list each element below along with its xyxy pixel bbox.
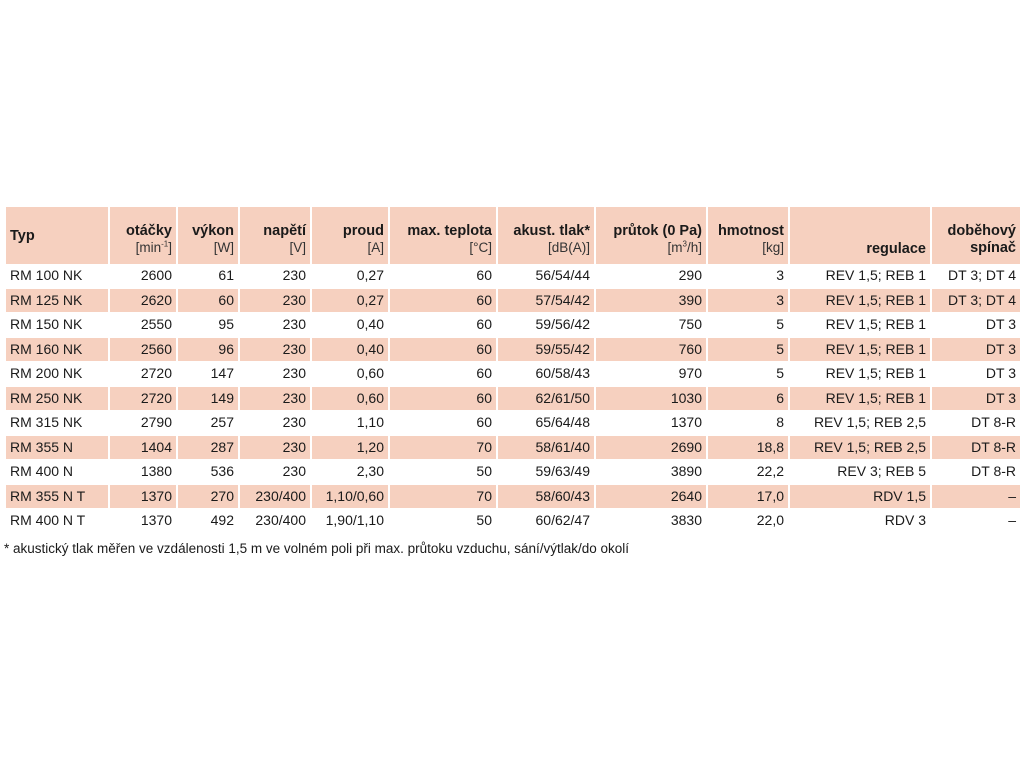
table-row <box>6 313 1020 338</box>
table-row <box>6 485 1020 510</box>
table-cell: 18,8 <box>708 436 788 461</box>
table-cell: 0,40 <box>312 313 388 338</box>
table-cell: 5 <box>708 338 788 363</box>
table-cell: 2790 <box>110 411 176 436</box>
table-cell: 1030 <box>596 387 706 412</box>
table-cell: 2550 <box>110 313 176 338</box>
table-row <box>6 509 1020 534</box>
table-cell: 750 <box>596 313 706 338</box>
table-cell: 147 <box>178 362 238 387</box>
table-cell: 2640 <box>596 485 706 510</box>
table-cell: 58/61/40 <box>498 436 594 461</box>
table-cell: 60 <box>390 313 496 338</box>
column-header <box>790 207 930 264</box>
table-cell: DT 3 <box>932 338 1020 363</box>
table-cell: REV 1,5; REB 1 <box>790 387 930 412</box>
table-cell: DT 8-R <box>932 436 1020 461</box>
column-header-name: otáčky <box>126 223 172 239</box>
table-cell: 230 <box>240 436 310 461</box>
column-header <box>932 207 1020 264</box>
table-cell: 230/400 <box>240 485 310 510</box>
unit-text: [min <box>135 240 162 255</box>
table-cell: 230 <box>240 460 310 485</box>
table-cell: 230/400 <box>240 509 310 534</box>
column-header-name: Typ <box>10 227 35 244</box>
table-cell: 2720 <box>110 362 176 387</box>
column-header <box>498 207 594 264</box>
table-cell: 22,0 <box>708 509 788 534</box>
table-row <box>6 264 1020 289</box>
spec-table <box>4 207 1022 534</box>
unit-text: [A] <box>367 240 384 255</box>
table-cell: DT 3; DT 4 <box>932 264 1020 289</box>
unit-text: [V] <box>289 240 306 255</box>
column-header-name: hmotnost <box>717 223 784 239</box>
table-cell: REV 3; REB 5 <box>790 460 930 485</box>
column-header <box>110 207 176 264</box>
table-cell: 59/55/42 <box>498 338 594 363</box>
column-header-unit <box>316 239 384 257</box>
column-header-name: doběhový <box>947 223 1016 239</box>
column-header-unit <box>712 239 784 257</box>
column-header-name: max. teplota <box>407 223 492 239</box>
table-cell: 57/54/42 <box>498 289 594 314</box>
table-cell: 1370 <box>596 411 706 436</box>
unit-text: [W] <box>213 240 234 255</box>
table-cell: DT 8-R <box>932 460 1020 485</box>
table-cell: 1,10/0,60 <box>312 485 388 510</box>
table-cell: 62/61/50 <box>498 387 594 412</box>
table-header-row <box>6 207 1020 264</box>
table-cell: 760 <box>596 338 706 363</box>
column-header <box>312 207 388 264</box>
table-cell: 2600 <box>110 264 176 289</box>
column-header <box>178 207 238 264</box>
model-cell: RM 125 NK <box>6 289 108 314</box>
table-cell: 17,0 <box>708 485 788 510</box>
table-cell: 65/64/48 <box>498 411 594 436</box>
spec-table-container <box>4 207 1020 534</box>
table-cell: 230 <box>240 289 310 314</box>
table-row <box>6 362 1020 387</box>
model-cell: RM 250 NK <box>6 387 108 412</box>
column-header-unit <box>600 239 702 257</box>
table-cell: DT 8-R <box>932 411 1020 436</box>
table-cell: 22,2 <box>708 460 788 485</box>
table-cell: 230 <box>240 313 310 338</box>
table-cell: 0,60 <box>312 387 388 412</box>
table-cell: 0,40 <box>312 338 388 363</box>
column-header-name-line2: spínač <box>970 240 1016 256</box>
table-cell: 5 <box>708 362 788 387</box>
table-cell: DT 3 <box>932 313 1020 338</box>
model-cell: RM 400 N T <box>6 509 108 534</box>
table-cell: 1404 <box>110 436 176 461</box>
table-cell: 230 <box>240 264 310 289</box>
table-cell: – <box>932 485 1020 510</box>
table-cell: 230 <box>240 338 310 363</box>
model-cell: RM 160 NK <box>6 338 108 363</box>
table-cell: 149 <box>178 387 238 412</box>
table-cell: 970 <box>596 362 706 387</box>
table-cell: DT 3 <box>932 362 1020 387</box>
table-cell: 56/54/44 <box>498 264 594 289</box>
column-header <box>240 207 310 264</box>
table-cell: 2690 <box>596 436 706 461</box>
column-header-name: průtok (0 Pa) <box>613 223 702 239</box>
model-cell: RM 200 NK <box>6 362 108 387</box>
table-cell: 1,10 <box>312 411 388 436</box>
table-cell: 50 <box>390 460 496 485</box>
table-body <box>6 264 1020 534</box>
table-cell: 287 <box>178 436 238 461</box>
unit-text: [m <box>667 240 683 255</box>
table-cell: 60 <box>390 338 496 363</box>
table-cell: 0,27 <box>312 264 388 289</box>
table-cell: 1380 <box>110 460 176 485</box>
table-cell: 290 <box>596 264 706 289</box>
column-header-unit <box>182 239 234 257</box>
table-cell: 59/56/42 <box>498 313 594 338</box>
table-row <box>6 289 1020 314</box>
table-cell: 2560 <box>110 338 176 363</box>
unit-text-end: ] <box>168 240 172 255</box>
table-cell: REV 1,5; REB 1 <box>790 289 930 314</box>
table-row <box>6 460 1020 485</box>
table-cell: 1370 <box>110 485 176 510</box>
table-row <box>6 436 1020 461</box>
table-cell: 2620 <box>110 289 176 314</box>
unit-text: [°C] <box>469 240 492 255</box>
column-header-unit <box>502 239 590 257</box>
table-cell: 230 <box>240 362 310 387</box>
table-cell: REV 1,5; REB 1 <box>790 362 930 387</box>
table-cell: 8 <box>708 411 788 436</box>
footnote: * akustický tlak měřen ve vzdálenosti 1,5 m ve volném poli při max. průtoku vzduchu, sání/výtlak/do okolí <box>4 541 630 556</box>
table-cell: 230 <box>240 411 310 436</box>
table-cell: 3 <box>708 289 788 314</box>
table-cell: REV 1,5; REB 1 <box>790 313 930 338</box>
unit-superscript: -1 <box>161 239 169 249</box>
table-cell: 0,60 <box>312 362 388 387</box>
column-header <box>6 207 108 264</box>
table-cell: 50 <box>390 509 496 534</box>
table-cell: 536 <box>178 460 238 485</box>
table-cell: 60 <box>390 387 496 412</box>
table-cell: 3830 <box>596 509 706 534</box>
table-row <box>6 387 1020 412</box>
table-cell: 60 <box>390 411 496 436</box>
column-header <box>596 207 706 264</box>
table-cell: 2720 <box>110 387 176 412</box>
column-header-unit <box>394 239 492 257</box>
table-cell: 3 <box>708 264 788 289</box>
table-cell: 70 <box>390 436 496 461</box>
column-header-name: napětí <box>263 223 306 239</box>
column-header-name: regulace <box>866 241 926 257</box>
model-cell: RM 355 N T <box>6 485 108 510</box>
table-cell: DT 3 <box>932 387 1020 412</box>
column-header <box>390 207 496 264</box>
table-row <box>6 338 1020 363</box>
column-header-name: akust. tlak* <box>513 223 590 239</box>
table-cell: 95 <box>178 313 238 338</box>
table-cell: 5 <box>708 313 788 338</box>
column-header-name: výkon <box>192 223 234 239</box>
table-cell: 60/62/47 <box>498 509 594 534</box>
column-header <box>708 207 788 264</box>
table-cell: 58/60/43 <box>498 485 594 510</box>
table-cell: REV 1,5; REB 1 <box>790 338 930 363</box>
table-cell: REV 1,5; REB 2,5 <box>790 436 930 461</box>
table-row <box>6 411 1020 436</box>
table-cell: 390 <box>596 289 706 314</box>
table-cell: REV 1,5; REB 1 <box>790 264 930 289</box>
column-header-unit <box>114 239 172 257</box>
table-cell: 96 <box>178 338 238 363</box>
unit-text: [dB(A)] <box>547 240 590 255</box>
unit-text-end: /h] <box>686 240 702 255</box>
model-cell: RM 100 NK <box>6 264 108 289</box>
table-cell: 6 <box>708 387 788 412</box>
table-cell: 60 <box>390 264 496 289</box>
unit-superscript: 3 <box>682 239 687 249</box>
table-cell: 59/63/49 <box>498 460 594 485</box>
table-cell: REV 1,5; REB 2,5 <box>790 411 930 436</box>
table-cell: 0,27 <box>312 289 388 314</box>
table-cell: 257 <box>178 411 238 436</box>
table-cell: 1,90/1,10 <box>312 509 388 534</box>
table-cell: 61 <box>178 264 238 289</box>
table-cell: 3890 <box>596 460 706 485</box>
table-cell: – <box>932 509 1020 534</box>
model-cell: RM 315 NK <box>6 411 108 436</box>
table-cell: 1370 <box>110 509 176 534</box>
table-cell: 2,30 <box>312 460 388 485</box>
model-cell: RM 400 N <box>6 460 108 485</box>
column-header-unit <box>244 239 306 257</box>
table-cell: RDV 1,5 <box>790 485 930 510</box>
model-cell: RM 150 NK <box>6 313 108 338</box>
table-cell: 270 <box>178 485 238 510</box>
table-cell: 60/58/43 <box>498 362 594 387</box>
table-cell: 60 <box>178 289 238 314</box>
table-cell: 70 <box>390 485 496 510</box>
table-cell: 60 <box>390 362 496 387</box>
unit-text: [kg] <box>762 240 784 255</box>
table-cell: 230 <box>240 387 310 412</box>
table-cell: DT 3; DT 4 <box>932 289 1020 314</box>
table-cell: 492 <box>178 509 238 534</box>
table-cell: RDV 3 <box>790 509 930 534</box>
model-cell: RM 355 N <box>6 436 108 461</box>
table-cell: 1,20 <box>312 436 388 461</box>
column-header-name: proud <box>342 223 384 239</box>
table-cell: 60 <box>390 289 496 314</box>
